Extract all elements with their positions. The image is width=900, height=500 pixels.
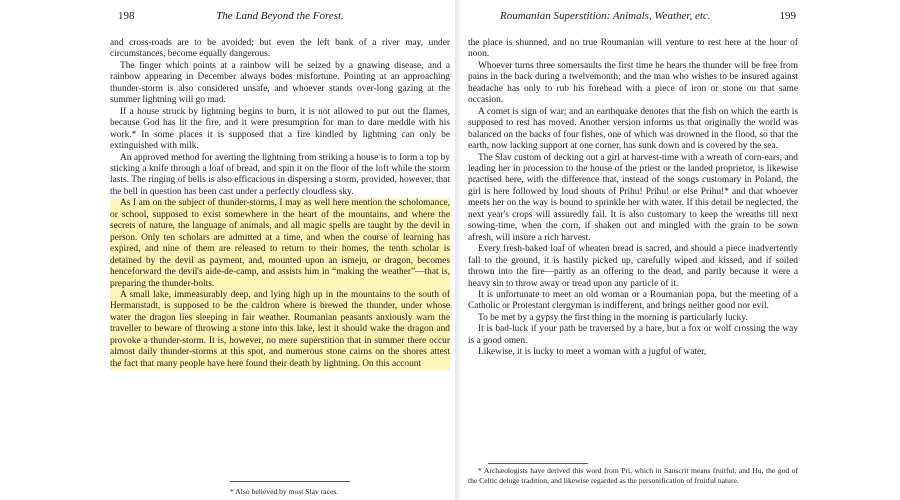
left-paragraph-2: The finger which points at a rainbow will be seized by a gnawing disease, and a rainbow appearing in December always bodes misfortune. Pointing at an approaching thunder-storm is also considered unsafe, and whoever stands over-long gazing at the summer lightning will go mad. [110,60,450,106]
left-running-title: The Land Beyond the Forest. [216,10,344,22]
right-page-number: 199 [779,10,796,22]
right-paragraph-9: Likewise, it is lucky to meet a woman with a jugful of water, [478,347,707,358]
left-page-number: 198 [118,10,135,22]
left-footnote: * Also believed by most Slav races. [230,487,339,496]
left-page-header [110,9,450,23]
right-paragraph-7: To be met by a gypsy the first thing in the morning is particularly lucky. [478,312,748,323]
right-paragraph-6: It is unfortunate to meet an old woman or a Roumanian popa, but the meeting of a Catholic or Protestant clergyman is indifferent, and brings neither good nor evil. [468,289,798,312]
right-page-body [468,38,798,359]
book-gutter [455,0,463,500]
left-paragraph-5-highlighted: As I am on the subject of thunder-storms, I may as well here mention the scholomance, or school, supposed to exist somewhere in the heart of the mountains, and where the secrets of nature, the language of animals, and all magic spells are taught by the devil in person. Only ten scholars are admitted at a time, and when the course of learning has expired, and nine of them are released to return to their homes, the tenth scholar is detained by the devil as payment, and, mounted upon an ismeju, or dragon, becomes henceforward the devil's aide-de-camp, and assists him in “making the weather”—that is, preparing the thunder-bolts. [110,198,450,289]
right-paragraph-8: It is bad-luck if your path be traversed by a hare, but a fox or wolf crossing the way is a good omen. [468,324,798,346]
left-page [110,0,450,500]
right-footnote: * Archæologists have derived this word from Pri, which in Sanscrit means fruitful, and Hu, the god of the Celtic deluge tradition, and likewise regarded as the personification of fruitful nature. [468,466,798,485]
right-paragraph-2: Whoever turns three somersaults the first time he hears the thunder will be free from pains in the back during a twelvemonth; and the man who wishes to be insured against headache has only to rub his forehead with a piece of iron or stone on that same occasion. [468,60,798,106]
left-paragraph-6-highlighted: A small lake, immeasurably deep, and lying high up in the mountains to the south of Hermanstadt, is supposed to be the caldron where is brewed the thunder, under whose water the dragon lies sleeping in fair weather. Roumanian peasants anxiously warn the traveller to beware of throwing a stone into this lake, lest it should wake the dragon and provoke a thunder-storm. It is, however, no mere superstition that in summer there occur almost daily thunder-storms at this spot, and numerous stone cairns on the shores attest the fact that many people have here found their death by lightning. On this account [110,289,450,369]
right-paragraph-4: The Slav custom of decking out a girl at harvest-time with a wreath of corn-ears, and leading her in procession to the house of the priest or the landed proprietor, is likewise practised here, with the difference that, instead of the songs customary in Poland, the girl is here followed by loud shouts of Prihu! Prihu! or else Prihu!* and that whoever meets her on the way is bound to sprinkle her with water. If this detail be neglected, the next year's crops will assuredly fail. It is also customary to keep the wreaths till next sowing-time, when the corn, if shaken out and mingled with the grain to be sown afresh, will insure a rich harvest. [468,152,798,243]
left-paragraph-3: If a house struck by lightning begins to burn, it is not allowed to put out the flames, because God has lit the fire, and it were presumption for man to dare meddle with his work.* In some places it is supposed that a fire kindled by lightning can only be extinguished with milk. [110,106,450,152]
highlighted-passage [110,198,450,370]
right-page [468,0,798,500]
left-paragraph-1: and cross-roads are to be avoided; but even the left bank of a river may, under circumstances, become equally dangerous. [110,38,450,60]
right-running-title: Roumanian Superstition: Animals, Weather, etc. [500,10,711,22]
right-page-header [468,9,798,23]
left-footnote-rule [230,481,350,482]
right-footnote-rule [488,463,588,464]
right-paragraph-1: the place is shunned, and no true Roumanian will venture to rest here at the hour of noon. [468,38,798,60]
left-paragraph-4: An approved method for averting the lightning from striking a house is to form a top by sticking a knife through a loaf of bread, and spin it on the floor of the loft while the storm lasts. The ringing of bells is also efficacious in dispersing a storm, provided, however, that the bell in question has been cast under a perfectly cloudless sky. [110,152,450,197]
right-paragraph-3: A comet is sign of war; and an earthquake denotes that the fish on which the earth is supposed to rest has moved. Another version informs us that originally the world was balanced on the backs of four fishes, one of which was drowned in the flood, so that the earth, now lacking support at one corner, has sunk down and is covered by the sea. [468,106,798,152]
left-page-body [110,38,450,370]
right-paragraph-5: Every fresh-baked loaf of wheaten bread is sacred, and should a piece inadvertently fall to the ground, it is hastily picked up, carefully wiped and kissed, and if soiled thrown into the fire—partly as an offering to the dead, and partly because it were a heavy sin to throw away or tread upon any particle of it. [468,244,798,289]
